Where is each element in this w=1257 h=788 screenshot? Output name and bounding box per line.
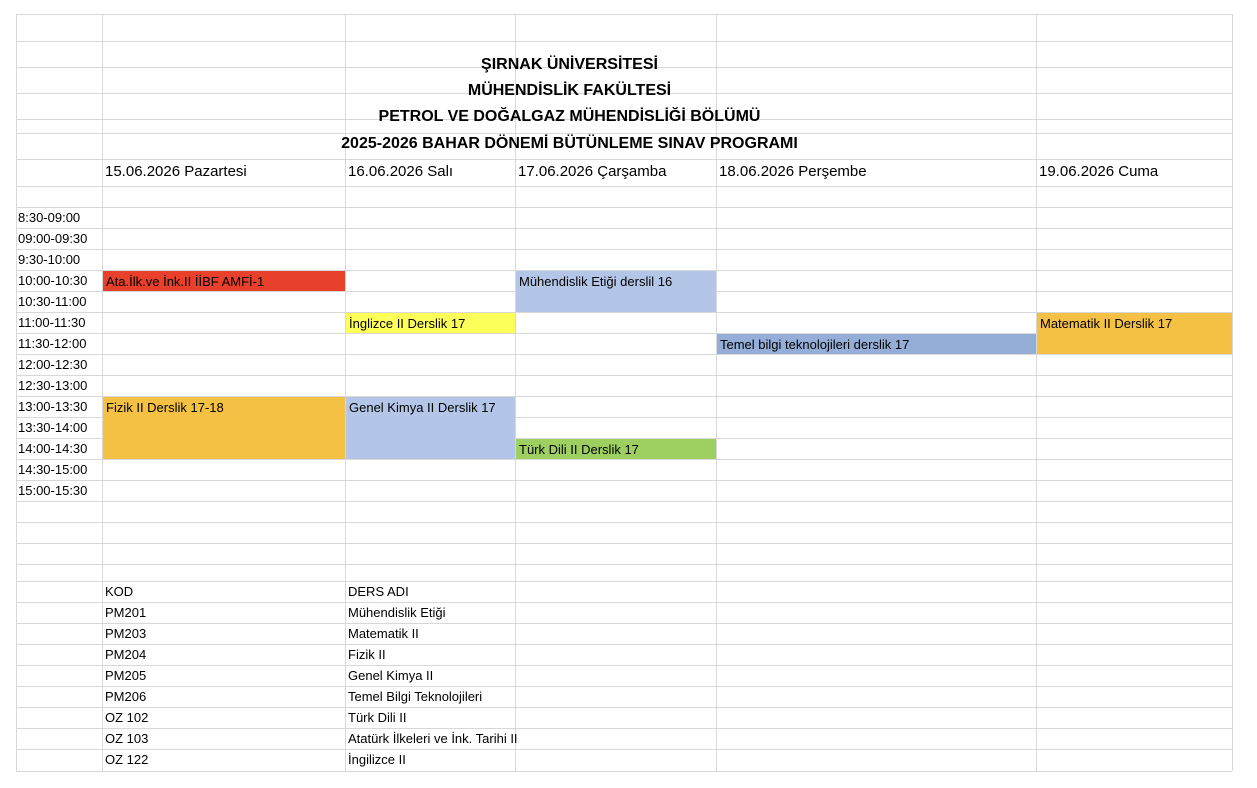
exam-block: İnglizce II Derslik 17 [346, 313, 515, 333]
university-title: ŞIRNAK ÜNİVERSİTESİ [481, 56, 658, 73]
course-code: PM205 [105, 668, 147, 683]
day-header: 15.06.2026 Pazartesi [105, 163, 247, 180]
time-slot: 13:00-13:30 [18, 399, 88, 414]
grid-row-line [16, 564, 1232, 565]
course-name: Fizik II [348, 647, 386, 662]
day-header: 16.06.2026 Salı [348, 163, 454, 180]
exam-block: Türk Dili II Derslik 17 [516, 439, 716, 459]
grid-row-line [16, 354, 1232, 355]
program-title: 2025-2026 BAHAR DÖNEMİ BÜTÜNLEME SINAV PROGRAMI [341, 135, 798, 152]
time-slot: 13:30-14:00 [18, 420, 88, 435]
day-header: 19.06.2026 Cuma [1039, 163, 1159, 180]
grid-row-line [16, 686, 1232, 687]
grid-row-line [16, 644, 1232, 645]
department-title: PETROL VE DOĞALGAZ MÜHENDİSLİĞİ BÖLÜMÜ [378, 108, 761, 125]
grid-row-line [16, 522, 1232, 523]
time-slot: 12:30-13:00 [18, 378, 88, 393]
grid-col-line [1036, 14, 1037, 771]
grid-row-line [16, 602, 1232, 603]
grid-row-line [16, 543, 1232, 544]
course-code: PM206 [105, 689, 147, 704]
exam-block: Matematik II Derslik 17 [1037, 313, 1232, 354]
grid-row-line [16, 771, 1232, 772]
exam-block: Temel bilgi teknolojileri derslik 17 [717, 334, 1036, 354]
grid-col-line [1232, 14, 1233, 771]
course-name: Türk Dili II [348, 710, 407, 725]
time-slot: 10:30-11:00 [18, 294, 87, 309]
course-name: Matematik II [348, 626, 419, 641]
time-slot: 14:30-15:00 [18, 462, 88, 477]
exam-block: Genel Kimya II Derslik 17 [346, 397, 515, 459]
course-code: PM204 [105, 647, 147, 662]
grid-col-line [716, 14, 717, 771]
course-code: PM203 [105, 626, 147, 641]
course-code: OZ 122 [105, 752, 149, 767]
course-code: OZ 102 [105, 710, 149, 725]
time-slot: 15:00-15:30 [18, 483, 88, 498]
exam-block: Ata.İlk.ve İnk.II İİBF AMFİ-1 [103, 271, 345, 291]
time-slot: 09:00-09:30 [18, 231, 88, 246]
day-header: 18.06.2026 Perşembe [719, 163, 867, 180]
exam-block: Fizik II Derslik 17-18 [103, 397, 345, 459]
grid-row-line [16, 749, 1232, 750]
grid-row-line [16, 581, 1232, 582]
grid-row-line [16, 41, 1232, 42]
grid-row-line [16, 207, 1232, 208]
grid-row-line [16, 186, 1232, 187]
time-slot: 11:00-11:30 [18, 315, 86, 330]
course-name: İngilizce II [348, 752, 406, 767]
course-name: Mühendislik Etiği [348, 605, 446, 620]
grid-row-line [16, 707, 1232, 708]
time-slot: 10:00-10:30 [18, 273, 88, 288]
time-slot: 14:00-14:30 [18, 441, 88, 456]
exam-block: Mühendislik Etiği derslil 16 [516, 271, 716, 312]
grid-row-line [16, 480, 1232, 481]
grid-row-line [16, 728, 1232, 729]
time-slot: 12:00-12:30 [18, 357, 88, 372]
grid-row-line [16, 14, 1232, 15]
grid-row-line [16, 249, 1232, 250]
course-name: Atatürk İlkeleri ve İnk. Tarihi II [348, 731, 518, 746]
time-slot: 11:30-12:00 [18, 336, 87, 351]
course-name: Genel Kimya II [348, 668, 434, 683]
grid-row-line [16, 623, 1232, 624]
grid-row-line [16, 228, 1232, 229]
spreadsheet [16, 14, 1232, 771]
grid-row-line [16, 459, 1232, 460]
grid-row-line [16, 375, 1232, 376]
time-slot: 8:30-09:00 [18, 210, 81, 225]
time-slot: 9:30-10:00 [18, 252, 81, 267]
faculty-title: MÜHENDİSLİK FAKÜLTESİ [467, 82, 672, 99]
grid-row-line [16, 665, 1232, 666]
grid-row-line [16, 501, 1232, 502]
course-code: OZ 103 [105, 731, 149, 746]
grid-col-line [515, 14, 516, 771]
course-name: Temel Bilgi Teknolojileri [348, 689, 483, 704]
course-name-header: DERS ADI [348, 584, 409, 599]
course-code: PM201 [105, 605, 147, 620]
course-code-header: KOD [105, 584, 134, 599]
day-header: 17.06.2026 Çarşamba [518, 163, 667, 180]
